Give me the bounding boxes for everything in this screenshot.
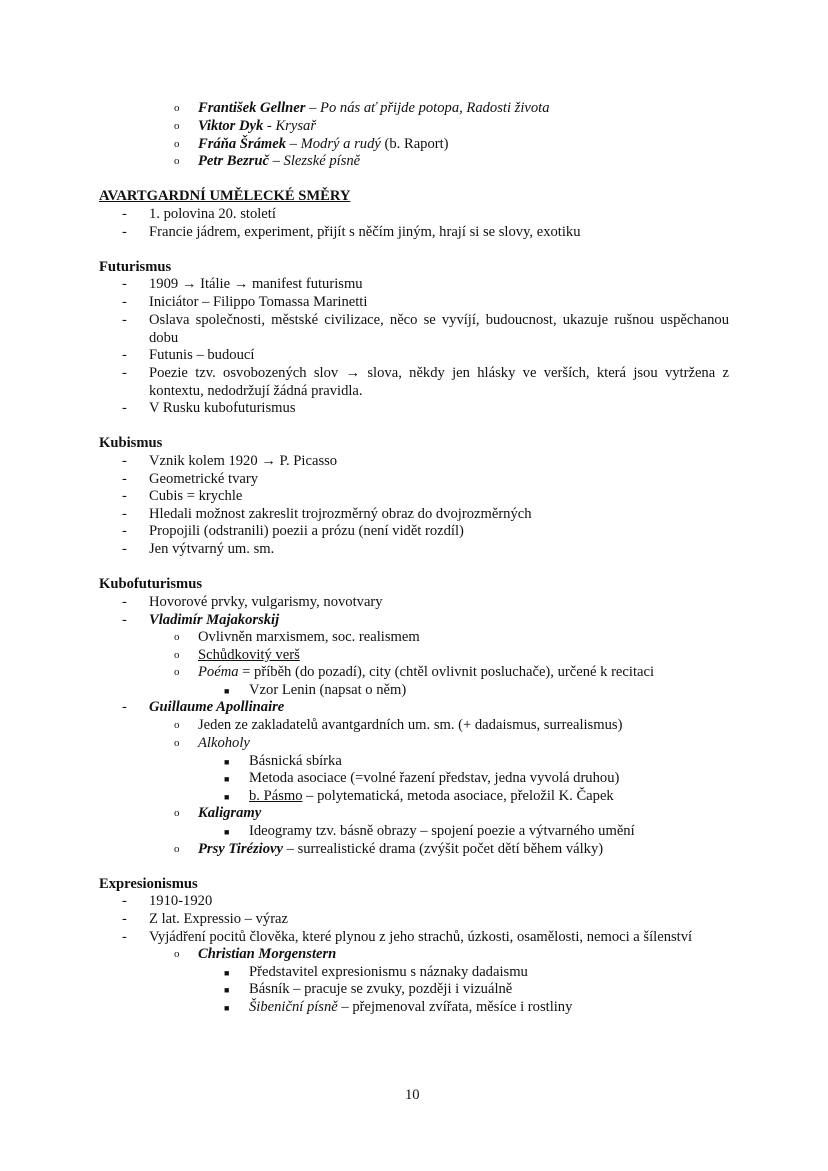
item-text: Jen výtvarný um. sm.	[149, 541, 275, 557]
list-item	[0, 364, 828, 400]
list-item	[0, 822, 828, 840]
square-bullet-icon: ■	[224, 968, 230, 978]
works: Slezské písně	[283, 153, 361, 169]
list-item	[0, 945, 828, 963]
list-item	[0, 787, 828, 805]
list-item	[0, 311, 828, 347]
item-text: 1909 → Itálie → manifest futurismu	[149, 276, 363, 292]
dash-bullet-icon: -	[122, 523, 127, 539]
list-item	[0, 963, 828, 981]
list-item	[0, 769, 828, 787]
item-text: 1910-1920	[149, 893, 213, 909]
dash-bullet-icon: -	[122, 541, 127, 557]
dash-bullet-icon: -	[122, 400, 127, 416]
item-text: Schůdkovitý verš	[198, 647, 300, 663]
square-bullet-icon: ■	[224, 827, 230, 837]
dash-bullet-icon: -	[122, 276, 127, 292]
circle-bullet-icon: o	[174, 843, 180, 855]
dash-bullet-icon: -	[122, 911, 127, 927]
section-heading-expresionismus: Expresionismus	[99, 876, 198, 892]
list-item	[0, 611, 828, 629]
item-text: Hledali možnost zakreslit trojrozměrný obraz do dvojrozměrných	[149, 506, 532, 522]
separator: –	[268, 153, 284, 169]
square-bullet-icon: ■	[224, 686, 230, 696]
item-text: Básnická sbírka	[249, 753, 342, 769]
circle-bullet-icon: o	[174, 666, 180, 678]
item-text: Vyjádření pocitů člověka, které plynou z jeho strachů, úzkosti, osamělosti, nemoci a šílenství	[149, 929, 693, 945]
dash-bullet-icon: -	[122, 594, 127, 610]
work-title: Šibeniční písně	[249, 999, 338, 1015]
circle-bullet-icon: o	[174, 807, 180, 819]
list-item	[0, 681, 828, 699]
circle-bullet-icon: o	[174, 102, 180, 114]
list-item	[0, 135, 828, 153]
item-text: Oslava společnosti, městské civilizace, něco se vyvíjí, budoucnost, ukazuje rušnou uspěchanou dobu	[149, 312, 729, 346]
circle-bullet-icon: o	[174, 649, 180, 661]
circle-bullet-icon: o	[174, 719, 180, 731]
term: b. Pásmo	[249, 788, 303, 804]
author-name: Christian Morgenstern	[198, 946, 337, 962]
item-text: = příběh (do pozadí), city (chtěl ovlivnit posluchače), určené k recitaci	[238, 664, 655, 680]
item-text: Futunis – budoucí	[149, 347, 255, 363]
dash-bullet-icon: -	[122, 347, 127, 363]
circle-bullet-icon: o	[174, 155, 180, 167]
list-item	[0, 505, 828, 523]
item-text: Iniciátor – Filippo Tomassa Marinetti	[149, 294, 368, 310]
dash-bullet-icon: -	[122, 929, 127, 945]
works: Po nás ať přijde potopa, Radosti života	[320, 100, 550, 116]
section-heading-avantgarde: AVARTGARDNÍ UMĚLECKÉ SMĚRY	[99, 188, 351, 204]
list-item	[0, 663, 828, 681]
square-bullet-icon: ■	[224, 985, 230, 995]
circle-bullet-icon: o	[174, 138, 180, 150]
list-item	[0, 223, 828, 241]
list-item	[0, 293, 828, 311]
item-text: V Rusku kubofuturismus	[149, 400, 296, 416]
list-item	[0, 840, 828, 858]
list-item	[0, 452, 828, 470]
list-item	[0, 910, 828, 928]
list-item	[0, 928, 828, 946]
dash-bullet-icon: -	[122, 206, 127, 222]
author-name: Vladimír Majakorskij	[149, 612, 280, 628]
item-text: – surrealistické drama (zvýšit počet dětí během války)	[282, 841, 604, 857]
list-item	[0, 522, 828, 540]
separator: -	[263, 118, 276, 134]
term: Poéma	[198, 664, 239, 680]
works: Krysař	[275, 118, 316, 134]
item-text: 1. polovina 20. století	[149, 206, 276, 222]
author-name: Viktor Dyk	[198, 118, 264, 134]
circle-bullet-icon: o	[174, 948, 180, 960]
square-bullet-icon: ■	[224, 1003, 230, 1013]
circle-bullet-icon: o	[174, 631, 180, 643]
list-item	[0, 998, 828, 1016]
list-item	[0, 698, 828, 716]
work-title: Alkoholy	[198, 735, 250, 751]
item-text: Básník – pracuje se zvuky, později i vizuálně	[249, 981, 513, 997]
list-item	[0, 646, 828, 664]
dash-bullet-icon: -	[122, 294, 127, 310]
section-heading-kubofuturismus: Kubofuturismus	[99, 576, 202, 592]
item-text: Vzor Lenin (napsat o něm)	[249, 682, 407, 698]
list-item	[0, 152, 828, 170]
item-text: Hovorové prvky, vulgarismy, novotvary	[149, 594, 383, 610]
list-item	[0, 980, 828, 998]
list-item	[0, 628, 828, 646]
item-text: Z lat. Expressio – výraz	[149, 911, 289, 927]
separator: –	[305, 100, 321, 116]
list-item	[0, 892, 828, 910]
dash-bullet-icon: -	[122, 224, 127, 240]
circle-bullet-icon: o	[174, 120, 180, 132]
dash-bullet-icon: -	[122, 365, 127, 381]
item-text: Ideogramy tzv. básně obrazy – spojení poezie a výtvarného umění	[249, 823, 635, 839]
list-item	[0, 487, 828, 505]
section-heading-futurismus: Futurismus	[99, 259, 172, 275]
list-item	[0, 117, 828, 135]
dash-bullet-icon: -	[122, 488, 127, 504]
dash-bullet-icon: -	[122, 699, 127, 715]
item-text: Ovlivněn marxismem, soc. realismem	[198, 629, 420, 645]
work-title: Prsy Tiréziovy	[198, 841, 283, 857]
dash-bullet-icon: -	[122, 471, 127, 487]
author-name: Fráňa Šrámek	[198, 136, 286, 152]
page-number: 10	[405, 1087, 420, 1103]
square-bullet-icon: ■	[224, 774, 230, 784]
dash-bullet-icon: -	[122, 612, 127, 628]
list-item	[0, 205, 828, 223]
author-name: Guillaume Apollinaire	[149, 699, 285, 715]
item-text: Propojili (odstranili) poezii a prózu (není vidět rozdíl)	[149, 523, 464, 539]
list-item	[0, 752, 828, 770]
list-item	[0, 470, 828, 488]
item-text: – přejmenoval zvířata, měsíce i rostliny	[337, 999, 573, 1015]
list-item	[0, 399, 828, 417]
item-text: Metoda asociace (=volné řazení představ, jedna vyvolá druhou)	[249, 770, 620, 786]
dash-bullet-icon: -	[122, 453, 127, 469]
section-heading-kubismus: Kubismus	[99, 435, 163, 451]
dash-bullet-icon: -	[122, 506, 127, 522]
item-text: Vznik kolem 1920 → P. Picasso	[149, 453, 338, 469]
list-item	[0, 593, 828, 611]
item-text: Jeden ze zakladatelů avantgardních um. sm. (+ dadaismus, surrealismus)	[198, 717, 623, 733]
list-item	[0, 99, 828, 117]
author-name: Petr Bezruč	[198, 153, 269, 169]
list-item	[0, 346, 828, 364]
square-bullet-icon: ■	[224, 757, 230, 767]
list-item	[0, 804, 828, 822]
item-text: – polytematická, metoda asociace, přeložil K. Čapek	[302, 788, 614, 804]
item-text: Cubis = krychle	[149, 488, 243, 504]
extra: (b. Raport)	[380, 136, 449, 152]
dash-bullet-icon: -	[122, 893, 127, 909]
list-item	[0, 716, 828, 734]
works: Modrý a rudý	[300, 136, 381, 152]
item-text: Geometrické tvary	[149, 471, 258, 487]
list-item	[0, 734, 828, 752]
dash-bullet-icon: -	[122, 312, 127, 328]
square-bullet-icon: ■	[224, 792, 230, 802]
author-name: František Gellner	[198, 100, 306, 116]
separator: –	[286, 136, 301, 152]
list-item	[0, 275, 828, 293]
item-text: Poezie tzv. osvobozených slov → slova, někdy jen hlásky ve verších, která jsou vytržena z kontextu, nedodržují žádná pravidla.	[149, 365, 729, 399]
item-text: Francie jádrem, experiment, přijít s něčím jiným, hrají si se slovy, exotiku	[149, 224, 581, 240]
circle-bullet-icon: o	[174, 737, 180, 749]
list-item	[0, 540, 828, 558]
item-text: Představitel expresionismu s náznaky dadaismu	[249, 964, 528, 980]
work-title: Kaligramy	[198, 805, 262, 821]
